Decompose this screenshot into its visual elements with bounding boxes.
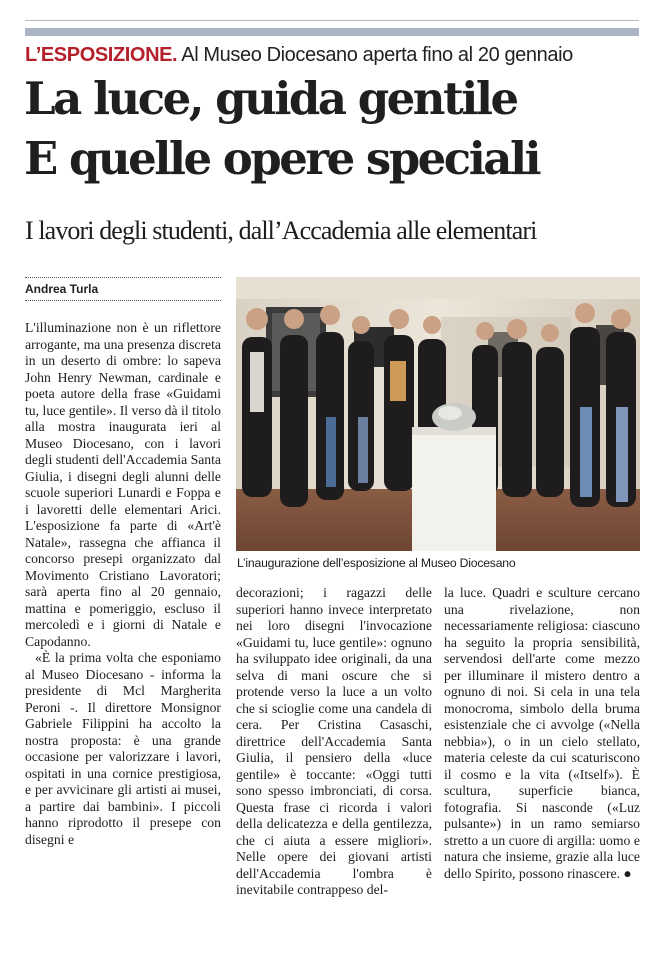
article-column-3	[444, 585, 640, 882]
byline-rule-top	[25, 277, 221, 278]
article-paragraph: la luce. Quadri e sculture cercano una rivelazione, non necessariamente religiosa: ciascuno ha seguito la propria sensibilità, servendosi dell'arte come mezzo per illuminare il mistero dentro a ognuno di noi. Si cela in una tela monocroma, simbolo della bruma esistenziale che ci avvolge («Nella nebbia»), o in un cielo stellato, materia celeste da cui scaturiscono il cosmo e la vita («Itself»). È scultura, superficie bianca, fotografia. Si nasconde («Luz pulsante») in un ramo semiarso stretto a un cuore di argilla: uomo e natura che insieme, grazie alla luce dello Spirito, possono rinascere. ●	[444, 585, 640, 881]
byline: Andrea Turla	[25, 282, 99, 296]
kicker-label: L’ESPOSIZIONE.	[25, 44, 178, 66]
article-paragraph: L'illuminazione non è un riflettore arrogante, ma una presenza discreta in un deserto di ombre: lo sapeva John Henry Newman, cardinale e poeta autore della frase «Guidami tu, luce gentile». Il verso dà il titolo alla mostra inaugurata ieri al Museo Diocesano, con i lavori degli studenti dell'Accademia Santa Giulia, i disegni degli alunni delle scuole superiori Lunardi e Foppa e i lavoretti delle elementari Arici. L'esposizione fa parte di «Art'è Natale», rassegna che affianca il concorso presepi organizzato dal Movimento Cristiano Lavoratori; sarà aperta fino al 20 gennaio, mattina e pomeriggio, escluso il mercoledì e i giorni di Natale e Capodanno.	[25, 320, 221, 649]
headline-line-1: La luce, guida gentile	[24, 72, 517, 125]
top-rule	[25, 20, 639, 21]
subheadline: I lavori degli studenti, dall’Accademia alle elementari	[25, 216, 537, 245]
byline-rule-bottom	[25, 300, 221, 301]
article-column-1	[25, 320, 221, 848]
kicker	[25, 42, 639, 68]
kicker-text: Al Museo Diocesano aperta fino al 20 gennaio	[177, 44, 573, 66]
photo-caption: L’inaugurazione dell’esposizione al Museo Diocesano	[237, 556, 516, 570]
section-color-bar	[25, 28, 639, 36]
article-paragraph: decorazioni; i ragazzi delle superiori hanno invece interpretato nei loro disegni l'invocazione «Guidami tu, luce gentile»: ognuno ha sviluppato idee originali, da una selva di mani oscure che si protende verso la luce a un volto che si scioglie come una candela di cera. Per Cristina Casaschi, direttrice dell'Accademia Santa Giulia, il pensiero della «luce gentile» è toccante: «Oggi tutti sono spesso imbronciati, di corsa. Questa frase ci ricorda i valori della delicatezza e della gentilezza, che ci aiuta a essere migliori». Nelle opere dei giovani artisti dell'Accademia l'ombra è inevitabile contrappeso del-	[236, 585, 432, 897]
headline-line-2: E quelle opere speciali	[24, 132, 540, 185]
article-column-2	[236, 585, 432, 899]
event-photo	[236, 277, 640, 551]
article-paragraph: «È la prima volta che esponiamo al Museo Diocesano - informa la presidente di Mcl Margherita Peroni -. Il direttore Monsignor Gabriele Filippini ha accolto la nostra proposta: è una grande occasione per valorizzare i lavori, ospitati in una cornice prestigiosa, e per avvicinare gli artisti ai musei, a partire dai bambini». I piccoli hanno riprodotto il presepe con disegni e	[25, 650, 221, 847]
